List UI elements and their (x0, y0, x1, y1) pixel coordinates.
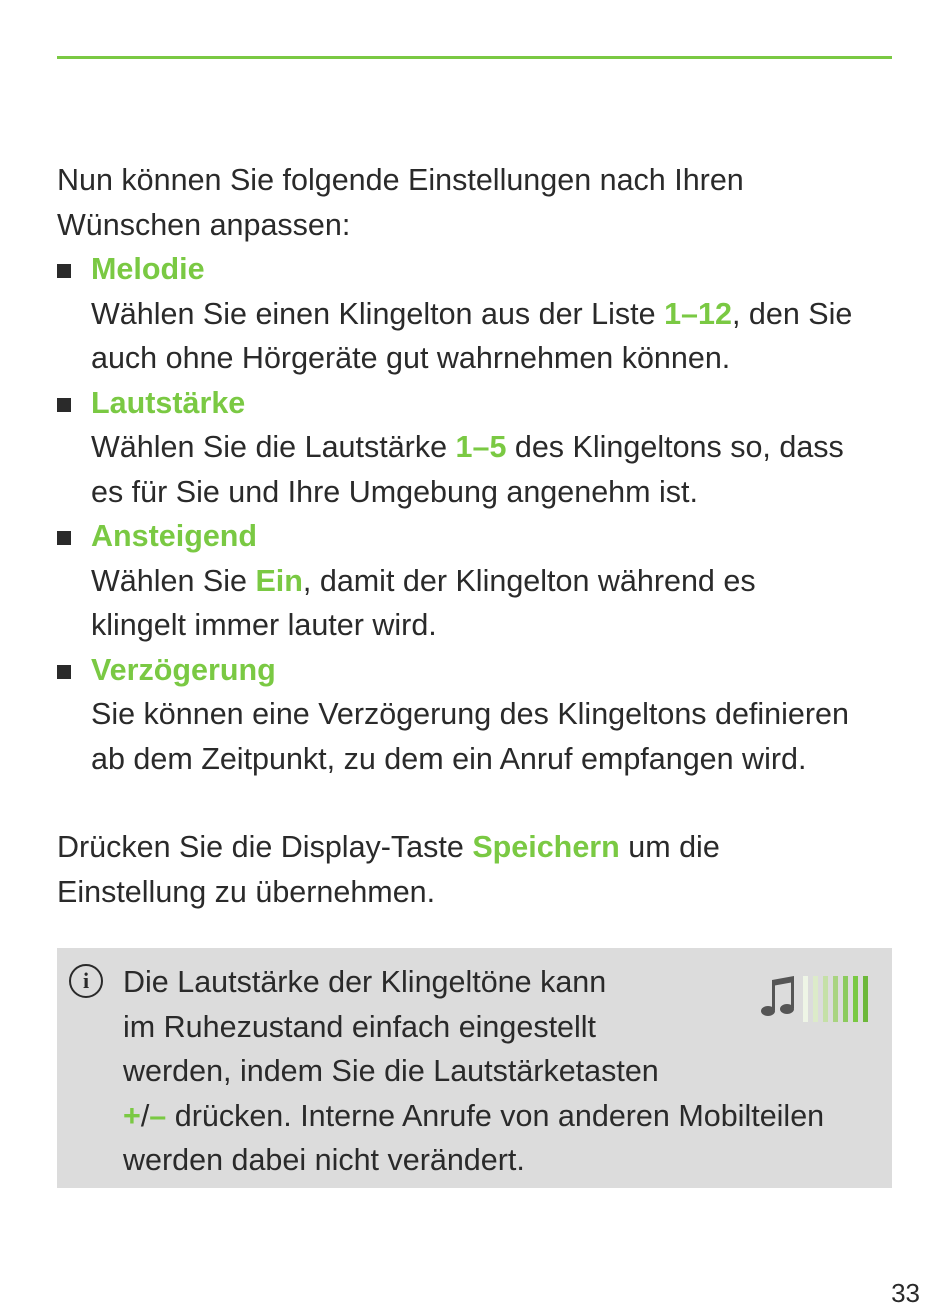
info-line-1: Die Lautstärke der Klingeltöne kann (123, 965, 607, 999)
info-line-4: +/– drücken. Interne Anrufe von anderen Mobilteilen (123, 1098, 825, 1133)
list-item-lautstaerke (57, 381, 897, 515)
item-line-2: auch ohne Hörgeräte gut wahrnehmen können. (91, 341, 731, 375)
plus-key: + (123, 1098, 141, 1133)
music-note-volume-icon (757, 974, 879, 1024)
list-item-ansteigend (57, 514, 897, 648)
save-line-1: Drücken Sie die Display-Taste Speichern um die (57, 830, 720, 864)
intro-text (57, 158, 897, 247)
minus-key: – (149, 1098, 167, 1133)
info-icon: i (69, 964, 103, 998)
save-line-2: Einstellung zu übernehmen. (57, 874, 436, 909)
volume-bars-icon (803, 976, 868, 1022)
item-line-2: es für Sie und Ihre Umgebung angenehm ist. (91, 474, 698, 509)
info-line-2: im Ruhezustand einfach eingestellt (123, 1009, 597, 1044)
slash: / (140, 1098, 150, 1133)
item-line-1: Wählen Sie die Lautstärke 1–5 des Klingeltons so, dass (91, 430, 844, 464)
main-content (57, 158, 897, 914)
item-line-1: Sie können eine Verzögerung des Klingeltons definieren (91, 697, 849, 731)
info-box (57, 948, 892, 1188)
intro-line-1: Nun können Sie folgende Einstellungen nach Ihren (57, 163, 744, 197)
top-rule (57, 56, 892, 59)
save-instruction (57, 825, 897, 914)
page-number: 33 (891, 1278, 920, 1308)
bullet-icon (57, 264, 71, 278)
item-line-2: klingelt immer lauter wird. (91, 608, 437, 642)
item-title: Melodie (91, 252, 205, 286)
info-line-5: werden dabei nicht verändert. (123, 1143, 525, 1177)
item-title: Ansteigend (91, 519, 258, 553)
music-note-icon (761, 976, 794, 1016)
item-line-2: ab dem Zeitpunkt, zu dem ein Anruf empfangen wird. (91, 741, 807, 776)
bullet-icon (57, 531, 71, 545)
item-title: Verzögerung (91, 652, 276, 687)
bullet-icon (57, 398, 71, 412)
bullet-icon (57, 665, 71, 679)
info-line-3: werden, indem Sie die Lautstärketasten (123, 1054, 659, 1088)
list-item-verzoegerung (57, 648, 897, 782)
list-item-melodie (57, 247, 897, 381)
intro-line-2: Wünschen anpassen: (57, 207, 351, 242)
item-title: Lautstärke (91, 385, 246, 420)
item-line-1: Wählen Sie Ein, damit der Klingelton während es (91, 563, 756, 598)
item-line-1: Wählen Sie einen Klingelton aus der Liste 1–12, den Sie (91, 296, 853, 331)
